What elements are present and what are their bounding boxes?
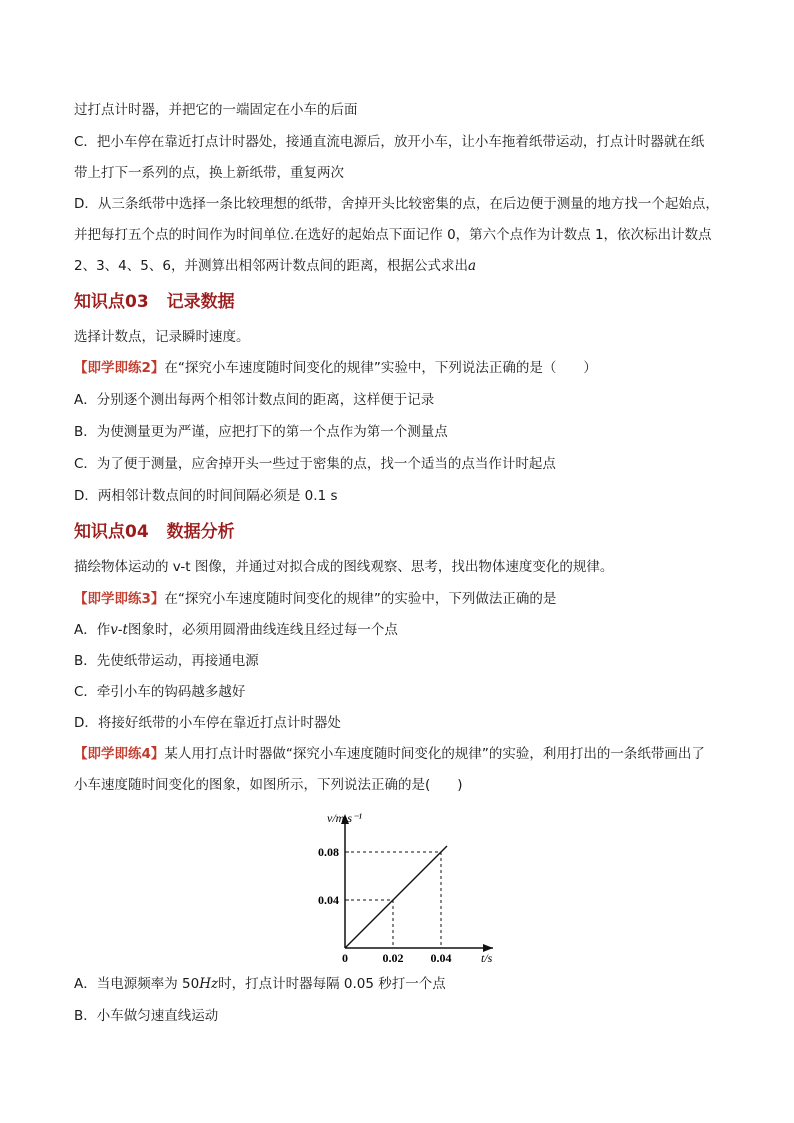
series-line bbox=[345, 846, 447, 948]
exercise-2 bbox=[74, 358, 597, 378]
exercise-text: 某人用打点计时器做“探究小车速度随时间变化的规律”的实验，利用打出的一条纸带画出了 bbox=[164, 746, 705, 762]
option-a bbox=[74, 974, 446, 994]
text-line: 并把每打五个点的时间作为时间单位.在选好的起始点下面记作 0，第六个点作为计数点 1，依次标出计数点 bbox=[74, 227, 712, 243]
option-b: B．为使测量更为严谨，应把打下的第一个点作为第一个测量点 bbox=[74, 424, 448, 440]
option-a: A．分别逐个测出每两个相邻计数点间的距离，这样便于记录 bbox=[74, 392, 435, 408]
text-span: A．作 bbox=[74, 622, 111, 638]
text-span: A．当电源频率为 50 bbox=[74, 976, 200, 992]
exercise-4 bbox=[74, 744, 705, 764]
vt-chart bbox=[300, 808, 500, 968]
y-tick-label: 0.08 bbox=[318, 845, 339, 859]
text-span: 时，打点计时器每隔 0.05 秒打一个点 bbox=[218, 976, 446, 992]
option-c: C．为了便于测量，应舍掉开头一些过于密集的点，找一个适当的点当作计时起点 bbox=[74, 456, 556, 472]
text-span: 2、3、4、5、6，并测算出相邻两计数点间的距离，根据公式求出 bbox=[74, 258, 468, 274]
y-tick-label: 0.04 bbox=[318, 893, 339, 907]
section-heading-03 bbox=[74, 291, 235, 313]
text-line: D．从三条纸带中选择一条比较理想的纸带，舍掉开头比较密集的点，在后边便于测量的地方找一个起始点， bbox=[74, 196, 719, 212]
option-d: D．将接好纸带的小车停在靠近打点计时器处 bbox=[74, 715, 341, 731]
section-desc: 选择计数点，记录瞬时速度。 bbox=[74, 329, 250, 345]
exercise-text: 在“探究小车速度随时间变化的规律”实验中，下列说法正确的是（ ） bbox=[164, 360, 597, 376]
exercise-tag: 【即学即练3】 bbox=[74, 591, 165, 607]
formula-var: a bbox=[467, 258, 477, 274]
text-line bbox=[74, 256, 476, 276]
x-tick-label: 0.02 bbox=[382, 951, 404, 965]
exercise-text-cont: 小车速度随时间变化的图象，如图所示，下列说法正确的是( ) bbox=[74, 777, 463, 793]
section-title: 数据分析 bbox=[166, 522, 235, 542]
text-span: 图象时，必须用圆滑曲线连线且经过每一个点 bbox=[127, 622, 398, 638]
section-number: 知识点04 bbox=[74, 522, 149, 542]
unit: Hz bbox=[199, 976, 219, 992]
section-desc: 描绘物体运动的 v-t 图像，并通过对拟合成的图线观察、思考，找出物体速度变化的规律。 bbox=[74, 559, 614, 575]
option-d: D．两相邻计数点间的时间间隔必须是 0.1 s bbox=[74, 488, 338, 504]
exercise-tag: 【即学即练2】 bbox=[74, 360, 165, 376]
x-tick-label: 0.04 bbox=[430, 951, 452, 965]
exercise-3 bbox=[74, 589, 556, 609]
option-b: B．小车做匀速直线运动 bbox=[74, 1008, 219, 1024]
text-line: 带上打下一系列的点，换上新纸带，重复两次 bbox=[74, 165, 344, 181]
option-c: C．牵引小车的钩码越多越好 bbox=[74, 684, 246, 700]
y-axis-label: v/m·s⁻¹ bbox=[327, 811, 362, 825]
exercise-tag: 【即学即练4】 bbox=[74, 746, 165, 762]
text-line: 过打点计时器，并把它的一端固定在小车的后面 bbox=[74, 102, 358, 118]
text-line: C．把小车停在靠近打点计时器处，接通直流电源后，放开小车，让小车拖着纸带运动，打点计时器就在纸 bbox=[74, 134, 705, 150]
x-axis-label: t/s bbox=[481, 951, 493, 965]
option-a bbox=[74, 620, 398, 640]
section-number: 知识点03 bbox=[74, 292, 149, 312]
exercise-text: 在“探究小车速度随时间变化的规律”的实验中，下列做法正确的是 bbox=[164, 591, 557, 607]
option-b: B．先使纸带运动，再接通电源 bbox=[74, 653, 259, 669]
section-title: 记录数据 bbox=[166, 292, 235, 312]
section-heading-04 bbox=[74, 521, 235, 543]
formula-var: v-t bbox=[110, 622, 128, 638]
origin-label: 0 bbox=[342, 951, 348, 965]
